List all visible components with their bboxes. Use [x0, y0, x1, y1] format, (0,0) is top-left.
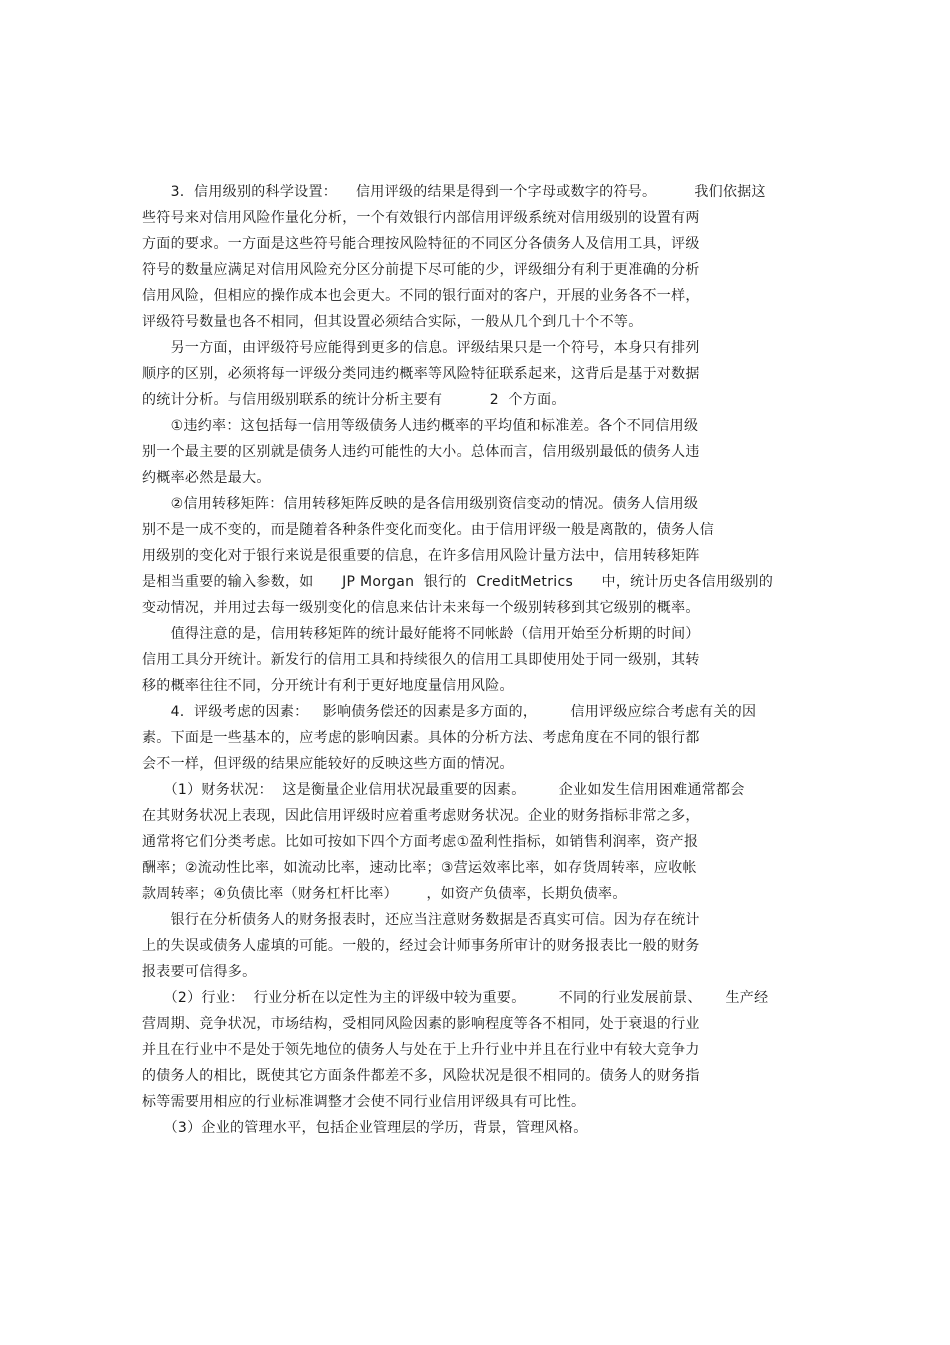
text-line: 素。下面是一些基本的，应考虑的影响因素。具体的分析方法、考虑角度在不同的银行都 — [142, 730, 700, 746]
text-line: 顺序的区别，必须将每一评级分类同违约概率等风险特征联系起来，这背后是基于对数据 — [142, 366, 700, 382]
text-line: 移的概率往往不同，分开统计有利于更好地度量信用风险。 — [142, 678, 514, 694]
text-line: 在其财务状况上表现，因此信用评级时应着重考虑财务状况。企业的财务指标非常之多， — [142, 808, 700, 824]
text-line: 信用风险，但相应的操作成本也会更大。不同的银行面对的客户，开展的业务各不一样， — [142, 288, 700, 304]
text-line: 上的失误或债务人虚填的可能。一般的，经过会计师事务所审计的财务报表比一般的财务 — [142, 938, 700, 954]
text-line: 标等需要用相应的行业标准调整才会使不同行业信用评级具有可比性。 — [142, 1094, 586, 1110]
text-line: 报表要可信得多。 — [142, 964, 257, 980]
text-line: 评级符号数量也各不相同，但其设置必须结合实际，一般从几个到几十个不等。 — [142, 314, 643, 330]
text-line: 符号的数量应满足对信用风险充分区分前提下尽可能的少，评级细分有利于更准确的分析 — [142, 262, 700, 278]
text-line: （1）财务状况： 这是衡量企业信用状况最重要的因素。 企业如发生信用困难通常都会 — [142, 782, 745, 798]
text-line: 的债务人的相比，既使其它方面条件都差不多，风险状况是很不相同的。债务人的财务指 — [142, 1068, 700, 1084]
text-line: 方面的要求。一方面是这些符号能合理按风险特征的不同区分各债务人及信用工具，评级 — [142, 236, 700, 252]
text-line: 款周转率；④负债比率（财务杠杆比率） ，如资产负债率，长期负债率。 — [142, 886, 627, 902]
text-line: 用级别的变化对于银行来说是很重要的信息，在许多信用风险计量方法中，信用转移矩阵 — [142, 548, 700, 564]
text-line: （2）行业： 行业分析在以定性为主的评级中较为重要。 不同的行业发展前景、 生产经 — [142, 990, 769, 1006]
text-line: 3. 信用级别的科学设置： 信用评级的结果是得到一个字母或数字的符号。 我们依据这 — [142, 184, 766, 200]
text-line: 银行在分析债务人的财务报表时，还应当注意财务数据是否真实可信。因为存在统计 — [142, 912, 700, 928]
text-line: 约概率必然是最大。 — [142, 470, 271, 486]
text-line: 酬率；②流动性比率，如流动比率，速动比率；③营运效率比率，如存货周转率，应收帐 — [142, 860, 697, 876]
text-line: 值得注意的是，信用转移矩阵的统计最好能将不同帐龄（信用开始至分析期的时间） — [142, 626, 700, 642]
text-line: 的统计分析。与信用级别联系的统计分析主要有 2 个方面。 — [142, 392, 566, 408]
text-line: 营周期、竞争状况，市场结构，受相同风险因素的影响程度等各不相同，处于衰退的行业 — [142, 1016, 700, 1032]
text-line: （3）企业的管理水平，包括企业管理层的学历，背景，管理风格。 — [142, 1120, 588, 1136]
text-line: 4. 评级考虑的因素： 影响债务偿还的因素是多方面的， 信用评级应综合考虑有关的因 — [142, 704, 757, 720]
text-line: 并且在行业中不是处于领先地位的债务人与处在于上升行业中并且在行业中有较大竞争力 — [142, 1042, 700, 1058]
text-line: 通常将它们分类考虑。比如可按如下四个方面考虑①盈利性指标，如销售利润率，资产报 — [142, 834, 699, 850]
text-line: ①违约率：这包括每一信用等级债务人违约概率的平均值和标准差。各个不同信用级 — [142, 418, 699, 434]
text-line: 变动情况，并用过去每一级别变化的信息来估计未来每一个级别转移到其它级别的概率。 — [142, 600, 700, 616]
text-line: 别一个最主要的区别就是债务人违约可能性的大小。总体而言，信用级别最低的债务人违 — [142, 444, 700, 460]
text-line: 会不一样，但评级的结果应能较好的反映这些方面的情况。 — [142, 756, 514, 772]
text-line: 些符号来对信用风险作量化分析，一个有效银行内部信用评级系统对信用级别的设置有两 — [142, 210, 700, 226]
text-line: ②信用转移矩阵：信用转移矩阵反映的是各信用级别资信变动的情况。债务人信用级 — [142, 496, 699, 512]
text-line: 是相当重要的输入参数，如 JP Morgan 银行的 CreditMetrics 中，统计历史各信用级别的 — [142, 574, 774, 590]
text-line: 信用工具分开统计。新发行的信用工具和持续很久的信用工具即使用处于同一级别，其转 — [142, 652, 700, 668]
text-line: 另一方面，由评级符号应能得到更多的信息。评级结果只是一个符号，本身只有排列 — [142, 340, 700, 356]
text-line: 别不是一成不变的，而是随着各种条件变化而变化。由于信用评级一般是离散的，债务人信 — [142, 522, 714, 538]
